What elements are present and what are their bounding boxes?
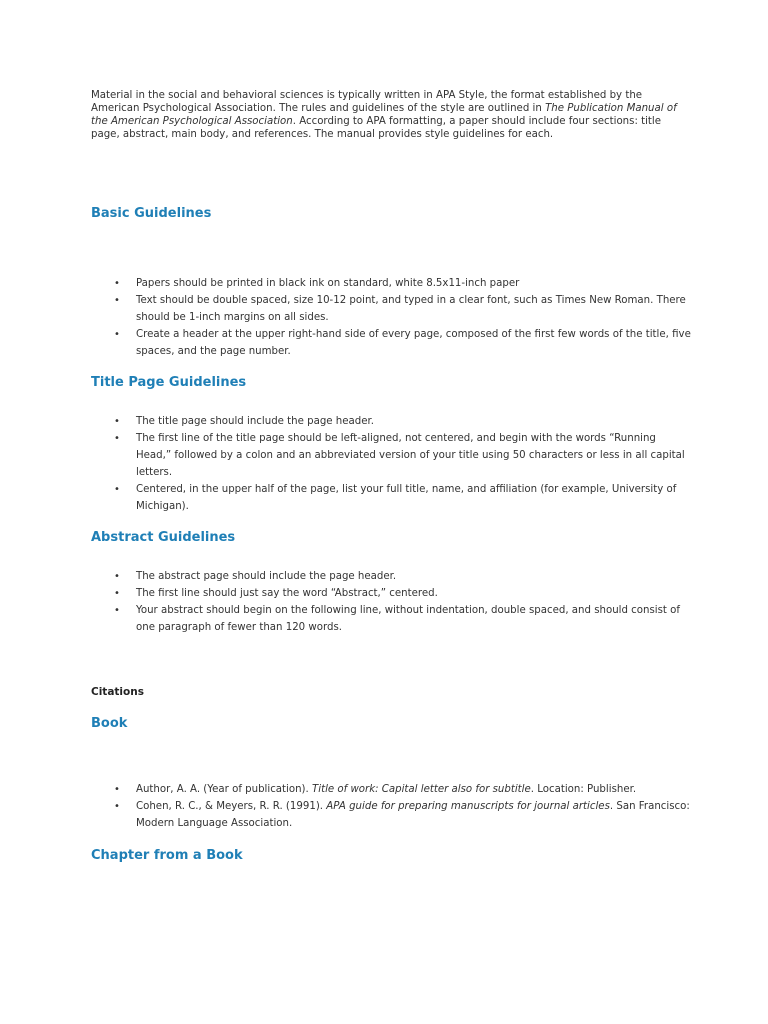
list-item-text: The title page should include the page header. xyxy=(136,416,374,427)
citation-text-pre: Author, A. A. (Year of publication). xyxy=(136,784,313,795)
intro-paragraph xyxy=(91,89,681,141)
bullet-icon: • xyxy=(114,278,120,289)
list-item xyxy=(91,585,691,602)
bullet-icon: • xyxy=(114,433,120,444)
list-item-text: Centered, in the upper half of the page, list your full title, name, and affiliation (for example, University of Michigan). xyxy=(136,484,677,512)
bullet-icon: • xyxy=(114,801,120,812)
bullet-icon: • xyxy=(114,784,120,795)
bullet-icon: • xyxy=(114,416,120,427)
list-item xyxy=(91,275,691,292)
citation-text-post: . Location: Publisher. xyxy=(530,784,637,795)
list-item xyxy=(91,798,691,832)
list-item xyxy=(91,781,691,798)
list-item-text: Your abstract should begin on the following line, without indentation, double spaced, and should consist of one paragraph of fewer than 120 words. xyxy=(136,605,680,633)
list-item-text: The abstract page should include the page header. xyxy=(136,571,397,582)
list-item-text: Text should be double spaced, size 10-12 point, and typed in a clear font, such as Times New Roman. There should be 1-inch margins on all sides. xyxy=(136,295,686,323)
bullet-icon: • xyxy=(114,484,120,495)
list-item xyxy=(91,481,691,515)
list-item xyxy=(91,602,691,636)
list-item xyxy=(91,326,691,360)
citation-work-title: Title of work: Capital letter also for subtitle xyxy=(312,784,531,795)
intro-text-2: . According to APA formatting, a paper should include four sections: title page, abstract, main body, and references. The manual provides style guidelines for each. xyxy=(91,116,662,140)
bullet-icon: • xyxy=(114,329,120,340)
list-item-text: Papers should be printed in black ink on standard, white 8.5x11-inch paper xyxy=(136,278,520,289)
list-item xyxy=(91,568,691,585)
list-item xyxy=(91,292,691,326)
intro-manual-title: The Publication Manual of the American Psychological Association xyxy=(91,103,677,127)
bullet-icon: • xyxy=(114,295,120,306)
bullet-icon: • xyxy=(114,605,120,616)
basic-guidelines-heading: Basic Guidelines xyxy=(91,206,212,221)
book-citations-list xyxy=(91,781,691,832)
bullet-icon: • xyxy=(114,588,120,599)
abstract-guidelines-heading: Abstract Guidelines xyxy=(91,530,236,545)
chapter-from-book-heading: Chapter from a Book xyxy=(91,848,243,863)
title-page-guidelines-list xyxy=(91,413,691,515)
basic-guidelines-list xyxy=(91,275,691,360)
citations-label: Citations xyxy=(91,686,144,698)
list-item-text: The first line of the title page should be left-aligned, not centered, and begin with the words “Running Head,” followed by a colon and an abbreviated version of your title using 50 characters or less in all capital letters. xyxy=(136,433,685,478)
bullet-icon: • xyxy=(114,571,120,582)
abstract-guidelines-list xyxy=(91,568,691,636)
citation-text-pre: Cohen, R. C., & Meyers, R. R. (1991). xyxy=(136,801,327,812)
intro-text-1: Material in the social and behavioral sciences is typically written in APA Style, the format established by the American Psychological Association. The rules and guidelines of the style are outlined in xyxy=(91,90,643,114)
title-page-guidelines-heading: Title Page Guidelines xyxy=(91,375,247,390)
list-item-text: Create a header at the upper right-hand side of every page, composed of the first few words of the title, five spaces, and the page number. xyxy=(136,329,691,357)
list-item xyxy=(91,413,691,430)
citation-work-title: APA guide for preparing manuscripts for journal articles xyxy=(326,801,610,812)
list-item xyxy=(91,430,691,481)
citation-text-post: . San Francisco: Modern Language Association. xyxy=(136,801,690,829)
book-heading: Book xyxy=(91,716,128,731)
list-item-text: The first line should just say the word “Abstract,” centered. xyxy=(136,588,438,599)
